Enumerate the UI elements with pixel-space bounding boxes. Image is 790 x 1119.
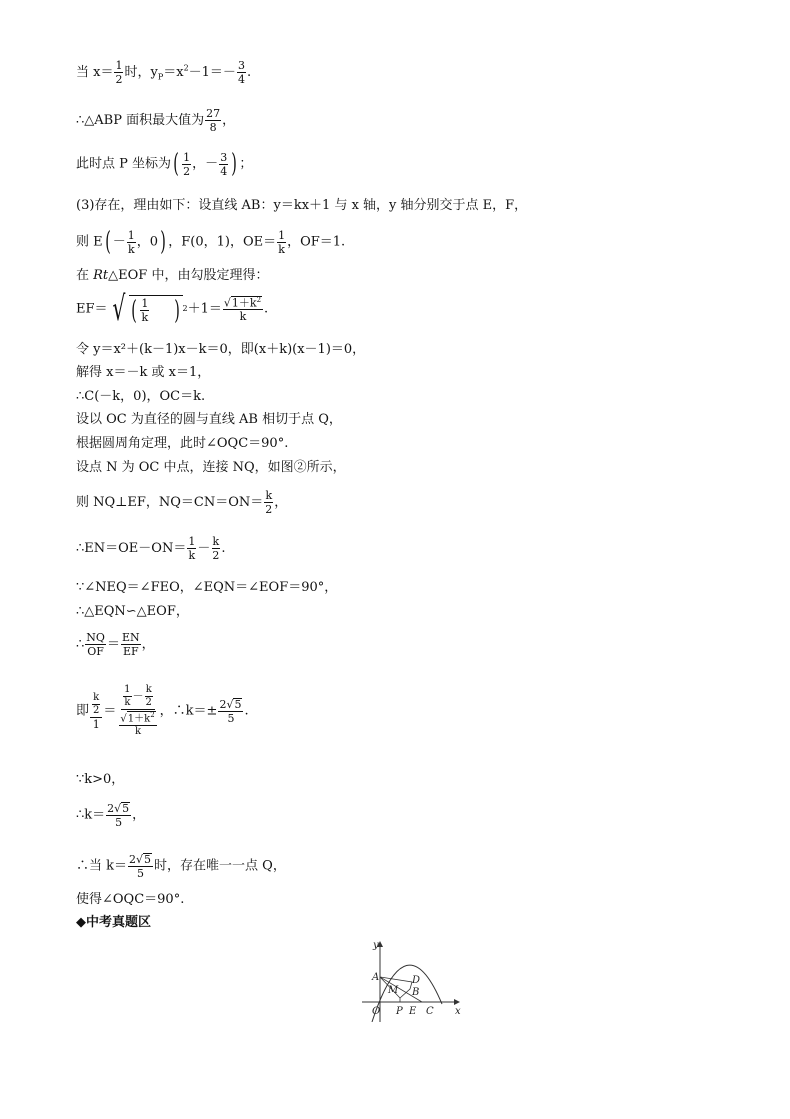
numerator: 27 [206,107,221,120]
text: 当 x＝ [76,65,114,80]
denominator: EF [122,645,139,658]
line-5 [76,229,345,255]
line-22 [76,853,286,879]
label-d: D [412,975,421,986]
radicand [127,711,156,724]
fraction [85,632,106,657]
fraction [114,60,123,85]
line-16 [76,581,337,594]
text: ＝ [106,637,120,652]
radicand [129,295,182,324]
line-10 [76,390,205,403]
text: ∴C(－k，0)，OC＝k. [76,389,206,404]
fraction [211,536,220,561]
line-20 [76,773,124,786]
line-8 [76,343,365,356]
text: ，0 [136,234,159,250]
text: ； [239,156,253,172]
line-15 [76,536,225,561]
label-b: B [412,987,420,998]
fraction [92,693,100,716]
numerator: NQ [86,631,105,644]
fraction [121,632,141,657]
text: ， [274,495,288,510]
text: 则 NQ⊥EF，NQ＝CN＝ON＝ [76,495,264,510]
line-12 [76,437,288,450]
denominator: 4 [220,164,228,178]
superscript: 2 [150,711,155,719]
numerator: 2√5 [129,853,152,866]
superscript: 2 [256,295,262,304]
denominator: k [239,310,247,324]
denominator: k [188,549,196,562]
text: 2 [107,802,115,815]
text: － [112,234,126,250]
text: ∴△EQN∽△EOF， [76,604,189,619]
denominator: OF [87,645,104,658]
text: ＋1＝ [187,301,222,317]
label-p: P [396,1006,403,1017]
left-paren: ( [131,295,138,326]
label-c: C [426,1006,434,1017]
text: 在 [76,268,94,283]
numerator: 1 [127,228,135,242]
line-18 [76,632,155,657]
subscript: P [157,72,164,82]
text: ∴△ABP 面积最大值为 [76,113,205,128]
fraction [106,802,131,828]
section-header [76,916,151,929]
denominator: k [278,242,285,256]
numerator: k [212,535,220,548]
denominator: 8 [209,121,217,134]
text: －1＝－ [188,65,236,80]
text: ◆中考真题区 [76,915,151,930]
numerator: k [265,489,273,502]
denominator: 1 [92,717,100,731]
text: 令 y＝x²＋(k－1)x－k＝0，即(x＋k)(x－1)＝0， [76,342,366,357]
fraction [277,230,286,255]
numerator: k [93,691,100,703]
line-4 [76,199,527,212]
line-11 [76,413,342,426]
denominator: k [135,726,142,738]
radicand: 5 [234,698,242,712]
numerator: 2√5 [219,698,242,712]
text: 1＋k [127,713,151,725]
numerator: k [145,684,152,695]
text: － [197,541,211,556]
numerator: $√1+k^2$ [223,295,262,310]
label-a: A [372,972,380,983]
line-9 [76,366,210,379]
text: 即 [76,703,90,719]
text: ，∴k＝± [159,703,218,719]
fraction [219,152,228,177]
text: 此时点 P 坐标为 [76,156,172,172]
numerator: 1 [124,684,131,695]
numerator: 1 [115,59,123,72]
text: ∴k＝ [76,807,106,823]
text: . [264,301,269,317]
numerator: 2√5 [107,802,130,815]
text: . [221,541,226,556]
denominator: 5 [137,867,145,880]
radicand: 5 [144,853,152,866]
denominator: 2 [145,697,152,708]
denominator: 2 [115,73,123,86]
denominator: 2 [183,164,191,178]
fraction [264,490,273,515]
numerator: 3 [220,150,228,164]
line-14 [76,490,287,515]
numerator: 1 [141,297,149,310]
fraction [223,296,263,323]
denominator [117,710,158,737]
left-paren: ( [104,227,111,257]
denominator: 2 [212,549,220,562]
numerator: 1 [188,535,196,548]
radical-sign: √ [111,289,125,329]
parabola-figure [362,940,462,1022]
text: － [132,689,144,703]
text: ∵∠NEQ＝∠FEO，∠EQN＝∠EOF＝90°， [76,580,338,595]
line-3 [76,151,252,177]
fraction [145,685,153,708]
line-17 [76,605,189,618]
text: ， [222,113,236,128]
numerator: $√1+k^2$ [120,711,155,725]
line-7 [76,289,269,329]
fraction [237,60,246,85]
fraction [127,230,136,255]
denominator: 5 [227,712,235,726]
text: EF＝ [76,301,108,317]
text: ＝x [163,65,184,80]
fraction [182,152,191,177]
text: 解得 x＝－k 或 x＝1， [76,365,211,380]
text: 2 [219,698,227,712]
fraction [123,685,131,708]
text: 使得∠OQC＝90°. [76,892,185,907]
superscript: 2 [182,304,188,313]
label-e: E [409,1006,417,1017]
text: ，F(0，1)，OE＝ [168,234,277,250]
text: 设以 OC 为直径的圆与直线 AB 相切于点 Q， [76,412,342,427]
text: 设点 N 为 OC 中点，连接 NQ，如图②所示， [76,460,346,475]
label-m: M [388,985,399,996]
numerator: EN [121,631,140,644]
superscript: 2 [183,63,189,73]
denominator: 5 [115,816,123,829]
x-axis-arrow [454,999,460,1005]
text: 时，存在唯一一点 Q， [154,858,286,874]
right-paren: ) [231,149,238,179]
text: ∴当 k＝ [76,858,128,874]
radicand: 5 [122,802,130,815]
fraction [218,698,243,724]
numerator [121,685,155,710]
numerator [90,693,102,718]
line-23 [76,893,184,906]
label-x: x [455,1006,461,1017]
rt-label: Rt [93,268,109,283]
numerator: 1 [183,150,191,164]
fraction [187,536,196,561]
text: (3)存在，理由如下：设直线 AB：y＝kx＋1 与 x 轴，y 轴分别交于点 E，F， [76,198,528,213]
right-paren: ) [174,295,181,326]
label-o: O [372,1006,381,1017]
text: . [244,703,249,719]
numerator: 1 [278,228,286,242]
line-21 [76,802,145,828]
denominator: k [141,311,149,324]
text: ∵k>0， [76,772,125,787]
denominator: k [127,242,135,256]
left-paren: ( [173,149,179,179]
radicand [231,296,262,309]
text: ，OF＝1. [287,234,346,250]
text: ，－ [192,156,219,172]
fraction [205,108,221,133]
text: 时，y [124,65,158,80]
text: ∴EN＝OE－ON＝ [76,541,187,556]
denominator: k [124,697,131,708]
line-19 [76,685,249,737]
text: ， [132,807,146,823]
text: △EOF 中，由勾股定理得： [108,268,269,283]
fraction [128,853,153,879]
fraction [140,298,149,323]
text: 2 [129,853,137,866]
fraction [119,711,156,737]
denominator: 2 [265,503,273,516]
numerator: 3 [237,59,245,72]
line-1 [76,60,251,85]
right-paren: ) [160,227,166,257]
text: ， [141,637,155,652]
denominator: 4 [237,73,245,86]
text: 根据圆周角定理，此时∠OQC＝90°. [76,436,289,451]
line-13 [76,461,346,474]
text: 1＋k [231,296,257,310]
text: . [246,65,252,80]
text: ＝ [103,703,117,719]
compound-fraction-left [90,693,102,730]
text: 则 E [76,234,103,250]
text: ∴ [76,637,85,652]
line-2 [76,108,235,133]
line-6 [76,269,268,282]
compound-fraction-right [117,685,158,737]
denominator: 2 [93,704,100,716]
label-y: y [373,940,379,951]
